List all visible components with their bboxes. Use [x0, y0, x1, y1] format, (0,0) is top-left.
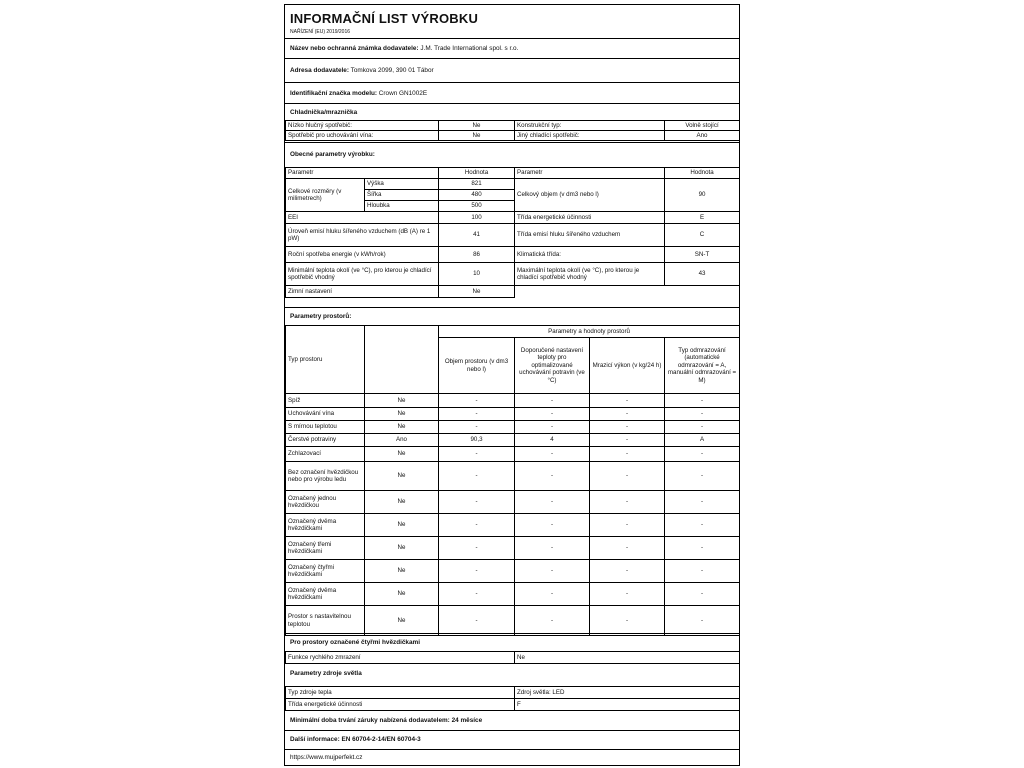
light-source-table — [285, 686, 740, 711]
table-row: Typ zdroje tepla Zdroj světla: LED — [286, 687, 740, 699]
address-section — [285, 58, 739, 82]
category-table — [285, 120, 740, 141]
light-heading: Parametry zdroje světla — [285, 663, 739, 686]
table-row: Úroveň emisí hluku šířeného vzduchem (dB (A) re 1 pW) 41 Třída emisí hluku šířeného vzduchem C — [286, 224, 740, 247]
model-label: Identifikační značka modelu: — [290, 90, 378, 97]
document-title: INFORMAČNÍ LIST VÝROBKU — [290, 11, 479, 26]
table-header-row: Objem prostoru (v dm3 nebo l) Doporučené nastavení teploty pro optimalizované uchovávání potravin (ve °C) Mrazicí výkon (v kg/24 h) Typ odmrazování (automatické odmrazování = A, manuální odmrazování = M) — [286, 338, 740, 394]
address-value: Tomkova 2099, 390 01 Tábor — [350, 67, 434, 74]
table-row: Spíž Ne - - - - — [286, 394, 740, 408]
model-value: Crown GN1002E — [378, 90, 428, 97]
general-params-table — [285, 167, 740, 298]
address-label: Adresa dodavatele: — [290, 67, 349, 74]
supplier-label: Název nebo ochranná známka dodavatele: — [290, 45, 419, 52]
model-section — [285, 82, 739, 103]
supplier-section — [285, 38, 739, 58]
table-row: Označený dvěma hvězdičkami Ne - - - - — [286, 514, 740, 537]
table-row: Nízko hlučný spotřebič: Ne Konstrukční typ: Volně stojící — [286, 121, 740, 131]
table-row: S mírnou teplotou Ne - - - - — [286, 421, 740, 434]
regulation-subtitle: NAŘÍZENÍ (EU) 2019/2016 — [290, 29, 351, 35]
table-row: Šířka 480 — [286, 190, 740, 201]
website-section — [285, 749, 739, 765]
table-row: Roční spotřeba energie (v kWh/rok) 86 Klimatická třída: SN-T — [286, 247, 740, 263]
table-row: Čerstvé potraviny Ano 90,3 4 - A — [286, 434, 740, 447]
table-row: Uchovávání vína Ne - - - - — [286, 408, 740, 421]
four-star-heading: Pro prostory označené čtyřmi hvězdičkami — [285, 633, 739, 651]
table-row: Zchlazovací Ne - - - - — [286, 447, 740, 462]
supplier-value: J.M. Trade International spol. s r.o. — [420, 45, 519, 52]
table-header-row: Parametr Hodnota Parametr Hodnota — [286, 168, 740, 179]
table-row: Označený čtyřmi hvězdičkami Ne - - - - — [286, 560, 740, 583]
category-heading: Chladnička/mraznička — [285, 103, 739, 120]
general-heading: Obecné parametry výrobku: — [285, 142, 739, 167]
table-row: Označený třemi hvězdičkami Ne - - - - — [286, 537, 740, 560]
table-row: Funkce rychlého zmrazení Ne — [286, 652, 740, 664]
table-row: Minimální teplota okolí (ve °C), pro kterou je chladící spotřebič vhodný 10 Maximální teplota okolí (ve °C), pro kterou je chladící spotřebič vhodný 43 — [286, 263, 740, 286]
table-row: Bez označení hvězdičkou nebo pro výrobu ledu Ne - - - - — [286, 462, 740, 491]
website-url[interactable]: https://www.mujperfekt.cz — [290, 754, 363, 761]
table-row: Označený dvěma hvězdičkami Ne - - - - — [286, 583, 740, 606]
table-row: Označený jednou hvězdičkou Ne - - - - — [286, 491, 740, 514]
table-row: Celkové rozměry (v milimetrech) Výška 821 Celkový objem (v dm3 nebo l) 90 — [286, 179, 740, 190]
table-row: Zimní nastavení Ne — [286, 286, 740, 298]
table-row: Prostor s nastavitelnou teplotou Ne - - - - — [286, 606, 740, 636]
table-row: EEI 100 Třída energetické účinnosti E — [286, 212, 740, 224]
compartments-table — [285, 325, 740, 636]
table-header-row: Typ prostoru Parametry a hodnoty prostorů — [286, 326, 740, 338]
product-info-sheet — [284, 4, 740, 766]
table-row: Spotřebič pro uchovávání vína: Ne Jiný chladící spotřebič: Ano — [286, 131, 740, 141]
additional-info-section: Další informace: EN 60704-2-14/EN 60704-3 — [285, 730, 739, 749]
table-row: Hloubka 500 — [286, 201, 740, 212]
compartments-heading: Parametry prostorů: — [285, 307, 739, 325]
table-row: Třída energetické účinnosti F — [286, 699, 740, 711]
warranty-section: Minimální doba trvání záruky nabízená dodavatelem: 24 měsíce — [285, 710, 739, 730]
